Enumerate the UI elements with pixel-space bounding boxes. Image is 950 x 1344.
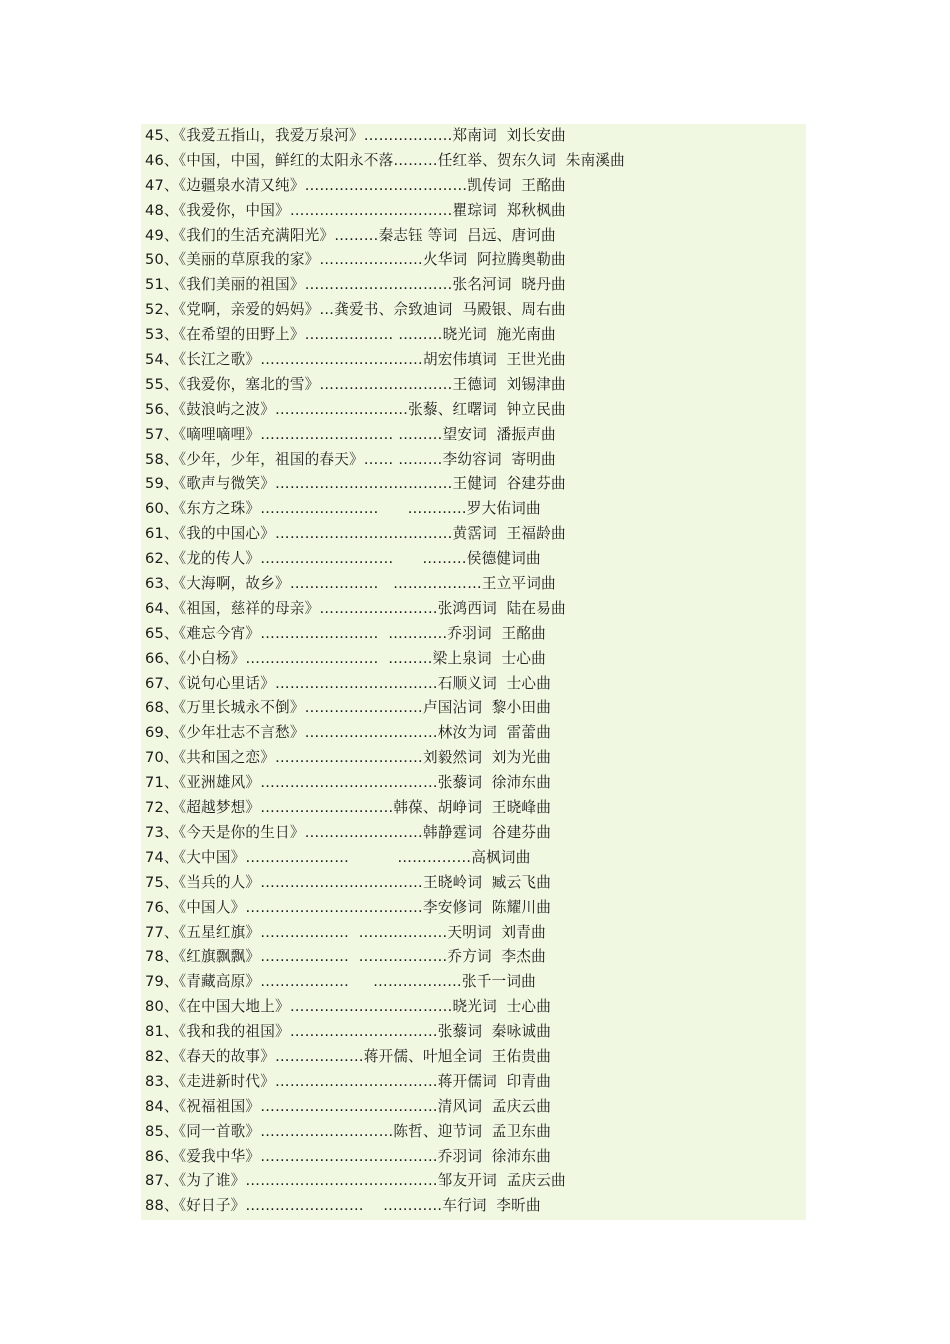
list-item: 53、《在希望的田野上》……………… ………晓光词 施光南曲 <box>145 326 556 344</box>
song-list <box>141 124 806 1220</box>
list-item: 74、《大中国》………………… ……………高枫词曲 <box>145 848 531 866</box>
list-item: 75、《当兵的人》……………………………王晓岭词 臧云飞曲 <box>145 873 551 891</box>
list-item: 64、《祖国，慈祥的母亲》……………………张鸿西词 陆在易曲 <box>145 599 566 617</box>
list-item: 88、《好日子》…………………… …………车行词 李昕曲 <box>145 1197 541 1215</box>
list-item: 49、《我们的生活充满阳光》………秦志钰 等词 吕远、唐诃曲 <box>145 226 556 244</box>
list-item: 65、《难忘今宵》…………………… …………乔羽词 王酩曲 <box>145 624 546 642</box>
list-item: 80、《在中国大地上》……………………………晓光词 士心曲 <box>145 998 551 1016</box>
list-item: 87、《为了谁》…………………………………邹友开词 孟庆云曲 <box>145 1172 566 1190</box>
list-item: 77、《五星红旗》……………… ………………天明词 刘青曲 <box>145 923 546 941</box>
list-item: 69、《少年壮志不言愁》………………………林汝为词 雷蕾曲 <box>145 724 551 742</box>
list-item: 51、《我们美丽的祖国》…………………………张名河词 晓丹曲 <box>145 276 566 294</box>
list-item: 76、《中国人》………………………………李安修词 陈耀川曲 <box>145 898 551 916</box>
list-item: 82、《春天的故事》………………蒋开儒、叶旭全词 王佑贵曲 <box>145 1047 551 1065</box>
list-item: 48、《我爱你，中国》……………………………瞿琮词 郑秋枫曲 <box>145 201 566 219</box>
list-item: 81、《我和我的祖国》…………………………张藜词 秦咏诚曲 <box>145 1023 551 1041</box>
list-item: 54、《长江之歌》……………………………胡宏伟填词 王世光曲 <box>145 351 566 369</box>
list-item: 62、《龙的传人》……………………… ………侯德健词曲 <box>145 550 541 568</box>
list-item: 46、《中国，中国，鲜红的太阳永不落………任红举、贺东久词 朱南溪曲 <box>145 151 625 169</box>
list-item: 56、《鼓浪屿之波》………………………张藜、红曙词 钟立民曲 <box>145 400 566 418</box>
list-item: 47、《边疆泉水清又纯》……………………………凯传词 王酩曲 <box>145 176 566 194</box>
list-item: 55、《我爱你，塞北的雪》………………………王德词 刘锡津曲 <box>145 375 566 393</box>
list-item: 86、《爱我中华》………………………………乔羽词 徐沛东曲 <box>145 1147 551 1165</box>
list-item: 60、《东方之珠》…………………… …………罗大佑词曲 <box>145 500 541 518</box>
list-item: 67、《说句心里话》……………………………石顺义词 士心曲 <box>145 674 551 692</box>
list-item: 57、《嘀哩嘀哩》……………………… ………望安词 潘振声曲 <box>145 425 556 443</box>
list-item: 68、《万里长城永不倒》……………………卢国沾词 黎小田曲 <box>145 699 551 717</box>
list-item: 59、《歌声与微笑》………………………………王健词 谷建芬曲 <box>145 475 566 493</box>
list-item: 45、《我爱五指山，我爱万泉河》………………郑南词 刘长安曲 <box>145 127 566 144</box>
list-item: 73、《今天是你的生日》……………………韩静霆词 谷建芬曲 <box>145 823 551 841</box>
list-item: 83、《走进新时代》……………………………蒋开儒词 印青曲 <box>145 1072 551 1090</box>
list-item: 85、《同一首歌》………………………陈哲、迎节词 孟卫东曲 <box>145 1122 551 1140</box>
list-item: 58、《少年，少年，祖国的春天》…… ………李幼容词 寄明曲 <box>145 450 556 468</box>
list-item: 50、《美丽的草原我的家》…………………火华词 阿拉腾奥勒曲 <box>145 251 566 269</box>
list-item: 79、《青藏高原》……………… ………………张千一词曲 <box>145 973 536 991</box>
list-item: 63、《大海啊，故乡》……………… ………………王立平词曲 <box>145 575 556 593</box>
list-item: 61、《我的中国心》………………………………黄霑词 王福龄曲 <box>145 525 566 543</box>
list-item: 78、《红旗飘飘》……………… ………………乔方词 李杰曲 <box>145 948 546 966</box>
list-item: 71、《亚洲雄风》………………………………张藜词 徐沛东曲 <box>145 774 551 792</box>
list-item: 66、《小白杨》……………………… ………梁上泉词 士心曲 <box>145 649 546 667</box>
list-item: 72、《超越梦想》………………………韩葆、胡峥词 王晓峰曲 <box>145 799 551 817</box>
list-item: 84、《祝福祖国》………………………………清风词 孟庆云曲 <box>145 1097 551 1115</box>
list-item: 70、《共和国之恋》…………………………刘毅然词 刘为光曲 <box>145 749 551 767</box>
list-item: 52、《党啊，亲爱的妈妈》…龚爱书、佘致迪词 马殿银、周右曲 <box>145 301 566 319</box>
